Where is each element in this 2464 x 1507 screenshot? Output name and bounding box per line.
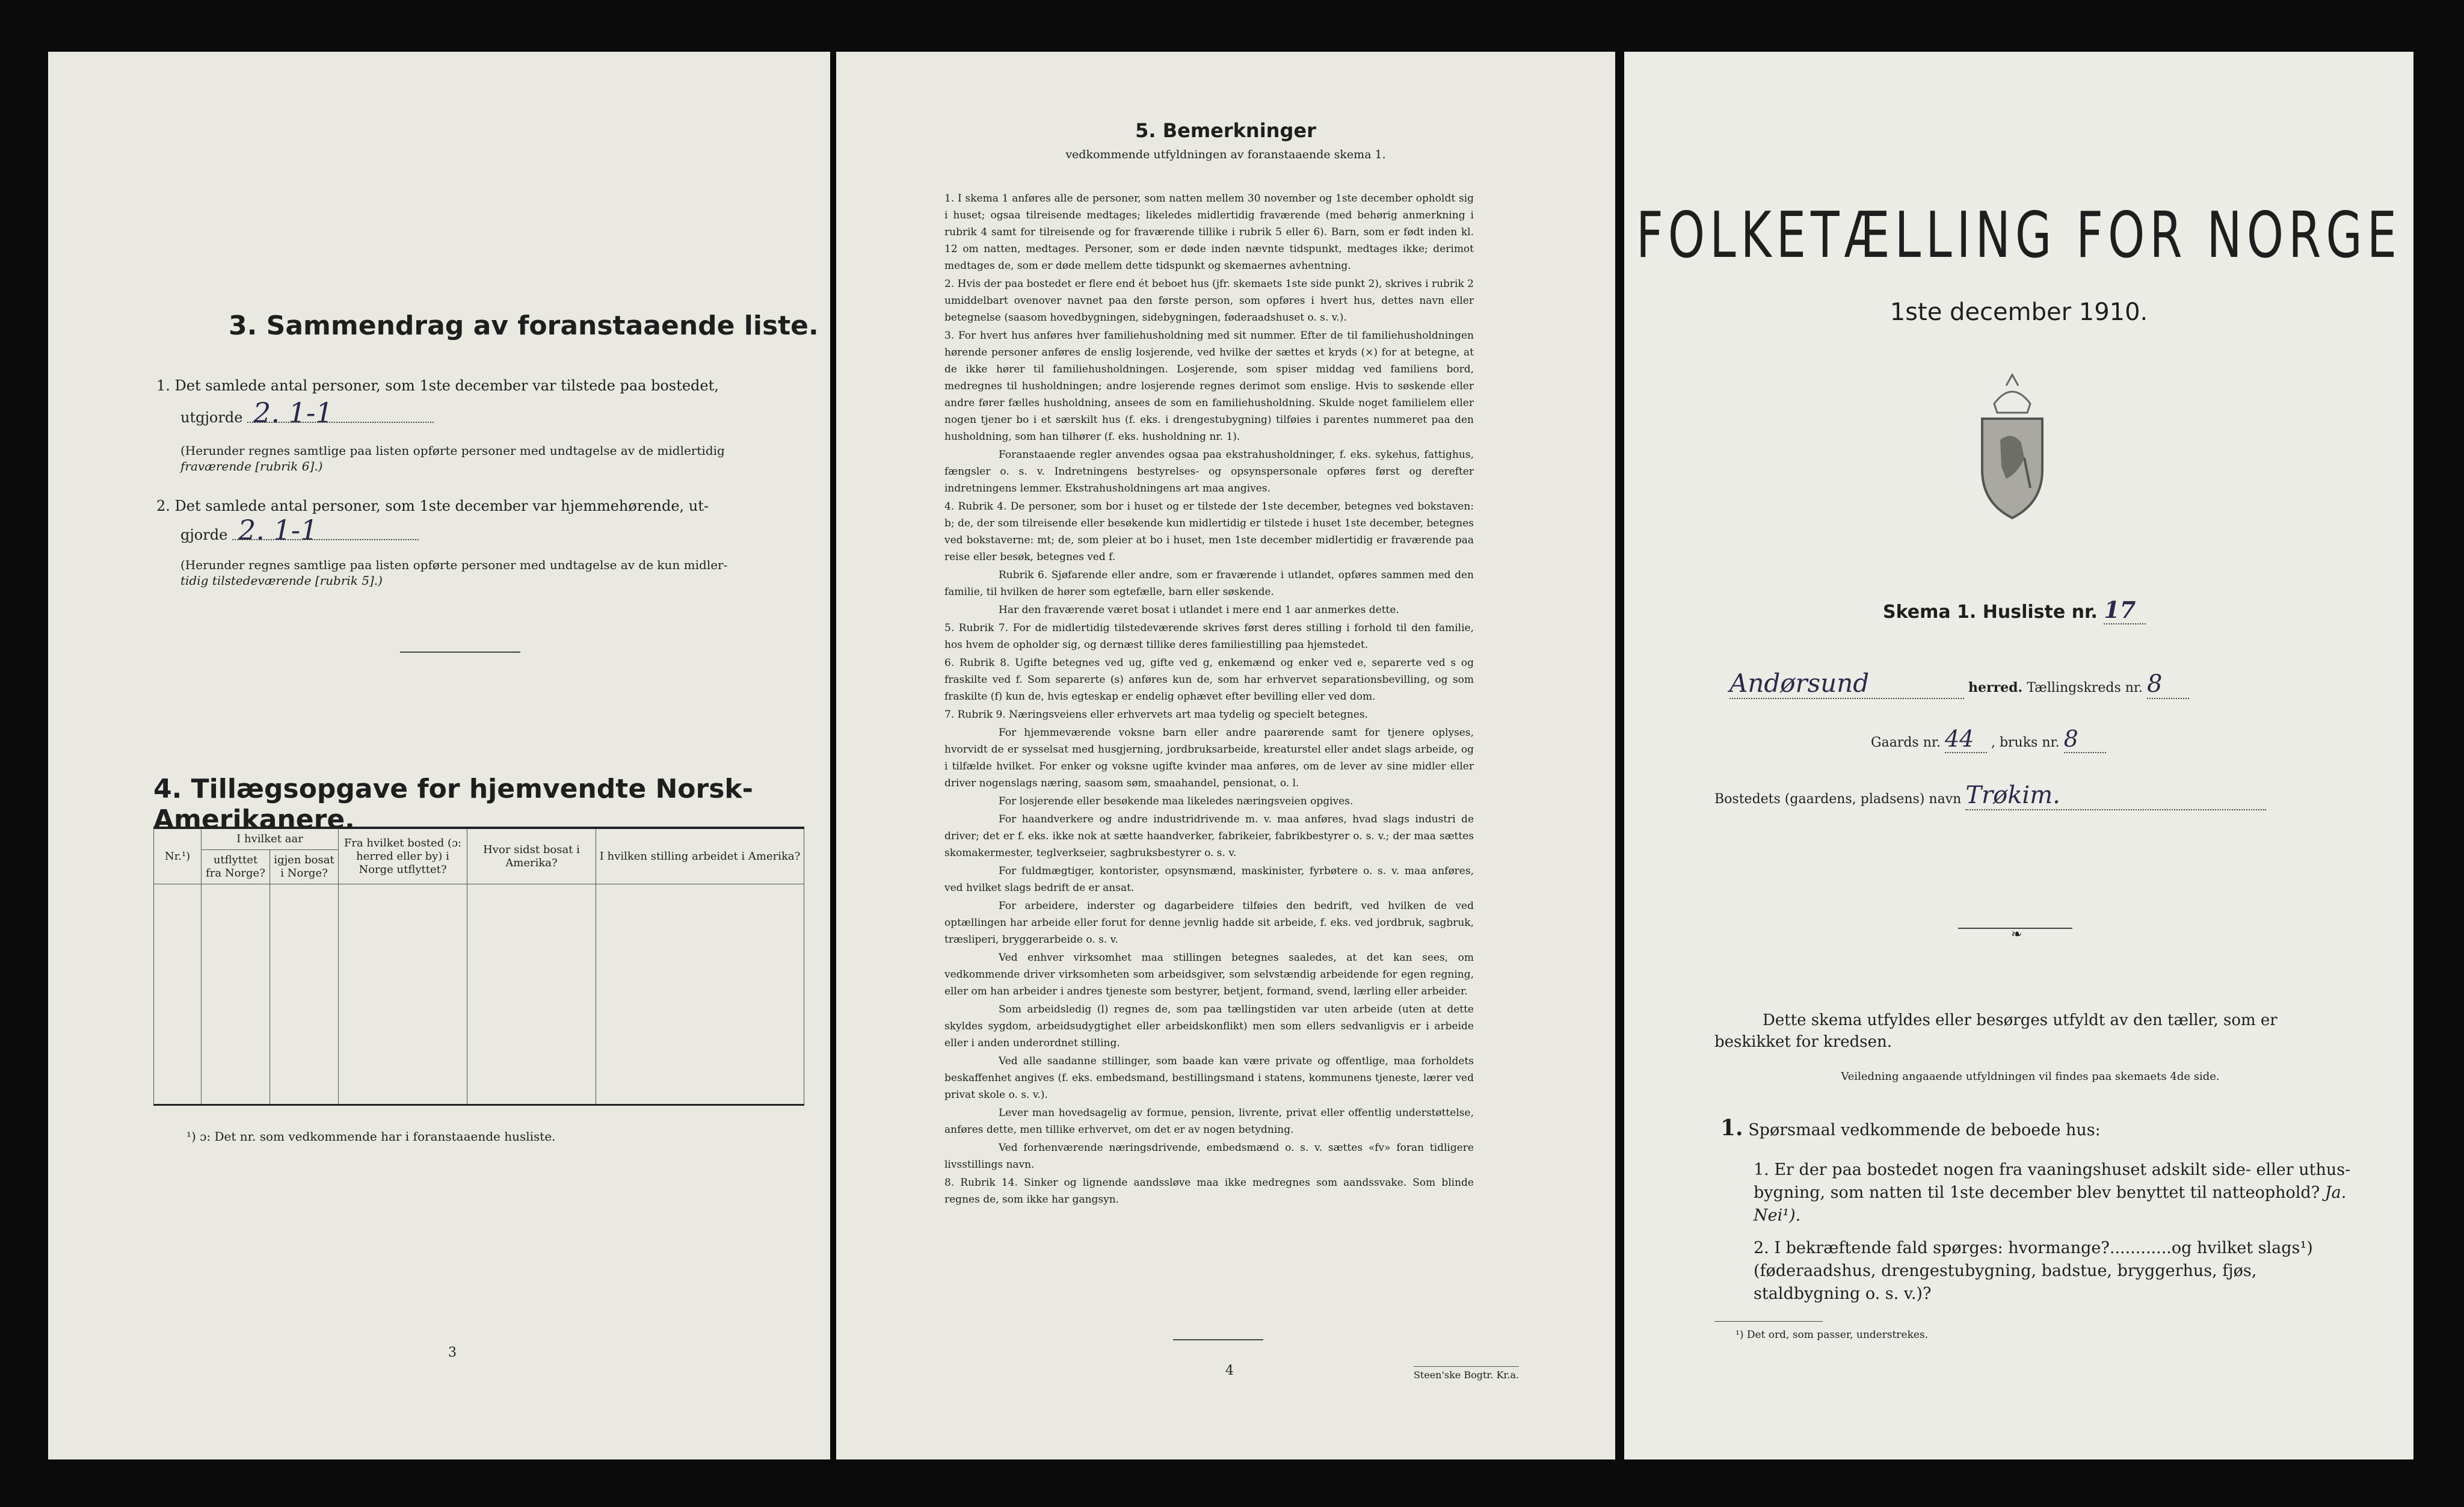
remark-paragraph: 6. Rubrik 8. Ugifte betegnes ved ug, gifte ved g, enkemænd og enker ved e, separerte ved s og fraskilte ved f. Som separerte (s) anføres kun de, som har erhvervet separationsbevilling, og som fraskilte (f) kun de, hvis egteskap er endelig ophævet efter bevilling eller ved dom. [944, 657, 1474, 703]
item-1-value: 2. 1-1 [247, 404, 434, 423]
remark-paragraph: For haandverkere og andre industridrivende m. v. maa anføres, hvad slags industri de driver; det er f. eks. ikke nok at sætte haandverker, fabrikeier, fabrikbestyrer o. s. v.; der maa sættes skomakermester, teglverkseier, sagbruksbestyrer o. s. v. [944, 813, 1474, 859]
divider [1173, 1339, 1263, 1340]
section-4-title: 4. Tillægsopgave for hjemvendte Norsk-Amerikanere. [153, 774, 753, 835]
remarks-list [944, 190, 1474, 1209]
intro-text: Dette skema utfyldes eller besørges utfyldt av den tæller, som er beskikket for kredsen. [1714, 1011, 2278, 1051]
husliste-nr: 17 [2104, 596, 2146, 624]
gaards-line [1871, 726, 2106, 753]
item-2-note-1: (Herunder regnes samtlige paa listen opførte personer med undtagelse av de kun midler- [180, 558, 728, 572]
form-title: FOLKETÆLLING FOR NORGE [1636, 199, 2402, 273]
skema-label: Skema 1. Husliste nr. [1883, 602, 2098, 623]
remark-paragraph: Rubrik 6. Sjøfarende eller andre, som er fraværende i utlandet, opføres sammen med den familie, til hvilken de hører som egtefælle, barn eller søskende. [944, 569, 1474, 598]
herred-label: herred. [1968, 680, 2023, 695]
norsk-amerikanere-table [153, 827, 804, 1106]
questions-heading-number: 1. [1720, 1115, 1743, 1141]
question-1-text: 1. Er der paa bostedet nogen fra vaaningshuset adskilt side- eller uthus-bygning, som natten til 1ste december blev benyttet til natteophold? [1754, 1160, 2351, 1202]
bosted-line [1714, 781, 2266, 810]
page-number: 3 [448, 1345, 457, 1360]
remark-paragraph: 2. Hvis der paa bostedet er flere end ét beboet hus (jfr. skemaets 1ste side punkt 2), skrives i rubrik 2 umiddelbart ovenover navnet paa den første person, som opføres i hvert hus, dettes navn eller betegnelse (saasom hovedbygningen, sidebygningen, føderaadshuset o. s. v.). [944, 278, 1474, 324]
remark-paragraph: 1. I skema 1 anføres alle de personer, som natten mellem 30 november og 1ste december opholdt sig i huset; ogsaa tilreisende medtages; likeledes midlertidig fraværende (med behørig anmerkning i rubrik 4 samt for tilreisende og for fraværende tillike i rubrik 5 eller 6). Barn, som er født inden kl. 12 om natten, medtages. Personer, som er døde inden nævnte tidspunkt, medtages ikke; derimot medtages de, som er døde mellem dette tidspunkt og skemaernes avhentning. [944, 193, 1474, 272]
printer-imprint: Steen'ske Bogtr. Kr.a. [1414, 1366, 1519, 1381]
table-row [154, 928, 804, 972]
remark-paragraph: Lever man hovedsagelig av formue, pension, livrente, privat eller offentlig understøttelse, anføres dette, men tillike erhvervet, om det er av nogen betydning. [944, 1107, 1474, 1136]
section-3-title: 3. Sammendrag av foranstaaende liste. [229, 310, 819, 341]
divider [400, 652, 520, 653]
questions-heading [1720, 1117, 2101, 1142]
remark-paragraph: Som arbeidsledig (l) regnes de, som paa tællingstiden var uten arbeide (uten at dette skyldes sygdom, arbeidsudygtighet eller arbeidskonflikt) men som ellers sedvanligvis er i arbeide eller i anden underordnet stilling. [944, 1003, 1474, 1049]
bosted-value: Trøkim. [1965, 781, 2266, 810]
remark-paragraph: 3. For hvert hus anføres hver familiehusholdning med sit nummer. Efter de til familiehusholdningen hørende personer anføres de enslig losjerende, ved hvilke der sættes et kryds (×) for at betegne, at de ikke hører til familiehusholdningen. Losjerende, som spiser middag ved familiens bord, medregnes til husholdningen; andre losjerende regnes derimot som enslige. Hvis to søskende eller andre fører fælles husholdning, ansees de som en familiehusholdning. Skulde noget familielem eller nogen tjener bo i et særskilt hus (f. eks. i drengestubygning) tilføies i parentes nummeret paa den husholdning, som han tilhører (f. eks. husholdning nr. 1). [944, 330, 1474, 443]
item-1-note-1: (Herunder regnes samtlige paa listen opførte personer med undtagelse av de midlertidig [180, 443, 725, 458]
item-2-value: 2. 1-1 [232, 521, 419, 540]
gjorde-label: gjorde [180, 526, 228, 543]
remark-paragraph: Har den fraværende været bosat i utlandet i mere end 1 aar anmerkes dette. [999, 604, 1399, 616]
page-number: 4 [1225, 1363, 1234, 1378]
question-1 [1754, 1159, 2355, 1227]
item-2-note-2: tidig tilstedeværende [rubrik 5].) [180, 573, 383, 588]
remark-paragraph: For arbeidere, inderster og dagarbeidere tilføies den bedrift, ved hvilken de ved optællingen har arbeide eller forut for denne jevnlig hadde sit arbeide, f. eks. ved jordbruk, sagbruk, træsliperi, bryggerarbeide o. s. v. [944, 900, 1474, 946]
item-1-text: 1. Det samlede antal personer, som 1ste december var tilstede paa bostedet, [156, 377, 719, 394]
census-date: 1ste december 1910. [1890, 298, 2148, 326]
page-4 [836, 52, 1615, 1459]
kreds-label: Tællingskreds nr. [2027, 680, 2143, 695]
remark-paragraph: 4. Rubrik 4. De personer, som bor i huset og er tilstede der 1ste december, betegnes ved bokstaven: b; de, der som tilreisende eller besøkende kun midlertidig er tilstede i huset 1ste december, betegnes ved bokstaverne: mt; de, som pleier at bo i huset, men 1ste december midlertidig er fraværende paa reise eller besøk, betegnes ved f. [944, 501, 1474, 563]
intro-note: Veiledning angaaende utfyldningen vil findes paa skemaets 4de side. [1841, 1070, 2220, 1083]
skema-line [1883, 596, 2146, 624]
remarks-subtitle: vedkommende utfyldningen av foranstaaende skema 1. [1065, 148, 1386, 161]
divider [1714, 1321, 1823, 1322]
table-row [154, 1016, 804, 1060]
remark-paragraph: Ved enhver virksomhet maa stillingen betegnes saaledes, at det kan sees, om vedkommende driver virksomheten som arbeidsgiver, som selvstændig arbeidende for egen regning, eller om han arbeider i andres tjeneste som bestyrer, betjent, formand, svend, lærling eller arbeider. [944, 952, 1474, 997]
col-fra: Fra hvilket bosted (ɔ: herred eller by) i Norge utflyttet? [339, 828, 467, 884]
table-row [154, 1060, 804, 1105]
remark-paragraph: For hjemmeværende voksne barn eller andre paarørende samt for tjenere oplyses, hvorvidt de er sysselsat med husgjerning, jordbruksarbeide, kreaturstel eller andet slags arbeide, og i tilfælde hvilket. For enker og voksne ugifte kvinder maa anføres, om de lever av sine midler eller driver nogenslags næring, saasom søm, smaahandel, pensionat, o. l. [944, 727, 1474, 789]
remark-paragraph: Ved forhenværende næringsdrivende, embedsmænd o. s. v. sættes «fv» foran tidligere livsstillings navn. [944, 1142, 1474, 1171]
remark-paragraph: For losjerende eller besøkende maa likeledes næringsveien opgives. [999, 795, 1354, 807]
page-3 [48, 52, 830, 1459]
remark-paragraph: Foranstaaende regler anvendes ogsaa paa ekstrahusholdninger, f. eks. sykehus, fattighus, fængsler o. s. v. Indretningens bestyrelses- og opsynspersonale opføres først og derefter indretningens lemmer. Ekstrahusholdningens art maa angives. [944, 449, 1474, 495]
item-2-text: 2. Det samlede antal personer, som 1ste december var hjemmehørende, ut- [156, 498, 709, 514]
remark-paragraph: For fuldmægtiger, kontorister, opsynsmænd, maskinister, fyrbøtere o. s. v. maa anføres, ved hvilket slags bedrift de er ansat. [944, 865, 1474, 894]
item-1-note-2: fraværende [rubrik 6].) [180, 459, 323, 473]
remark-paragraph: 7. Rubrik 9. Næringsveiens eller erhvervets art maa tydelig og specielt betegnes. [944, 709, 1368, 721]
utgjorde-label: utgjorde [180, 409, 243, 426]
table-footnote: ¹) ɔ: Det nr. som vedkommende har i foranstaaende husliste. [186, 1129, 556, 1144]
footnote: ¹) Det ord, som passer, understrekes. [1736, 1329, 1929, 1341]
col-igjen: igjen bosat i Norge? [270, 850, 339, 884]
ornament-icon: ❧ [2011, 927, 2022, 942]
coat-of-arms-icon [1958, 368, 2066, 524]
bruks-label: , bruks nr. [1991, 735, 2060, 750]
remark-paragraph: 5. Rubrik 7. For de midlertidig tilstedeværende skrives først deres stilling i forhold til den familie, hos hvem de opholder sig, og dernæst tillike deres familiestilling paa hjemstedet. [944, 622, 1474, 651]
col-hvor: Hvor sidst bosat i Amerika? [467, 828, 596, 884]
gaards-value: 44 [1945, 726, 1987, 753]
bruks-value: 8 [2064, 726, 2106, 753]
col-utflyttet: utflyttet fra Norge? [202, 850, 270, 884]
herred-line [1729, 668, 2189, 699]
page-1 [1624, 52, 2413, 1459]
col-nr: Nr.¹) [154, 828, 202, 884]
question-1-answer: Ja. Nei¹). [1754, 1183, 2347, 1225]
questions-heading-text: Spørsmaal vedkommende de beboede hus: [1748, 1121, 2101, 1139]
kreds-value: 8 [2147, 670, 2189, 699]
bosted-label: Bostedets (gaardens, pladsens) navn [1714, 792, 1962, 807]
col-stilling: I hvilken stilling arbeidet i Amerika? [596, 828, 804, 884]
herred-value: Andørsund [1729, 668, 1964, 699]
remark-paragraph: 8. Rubrik 14. Sinker og lignende aandssløve maa ikke medregnes som aandssvake. Som blinde regnes de, som ikke har gangsyn. [944, 1177, 1474, 1206]
question-2: 2. I bekræftende fald spørges: hvormange?............og hvilket slags¹) (føderaadshus, drengestubygning, badstue, bryggerhus, fjøs, staldbygning o. s. v.)? [1754, 1239, 2313, 1303]
remarks-title: 5. Bemerkninger [1135, 119, 1316, 142]
gaards-label: Gaards nr. [1871, 735, 1941, 750]
remark-paragraph: Ved alle saadanne stillinger, som baade kan være private og offentlige, maa forholdets beskaffenhet angives (f. eks. embedsmand, bestillingsmand i statens, kommunens tjeneste, lærer ved privat skole o. s. v.). [944, 1055, 1474, 1101]
table-row [154, 884, 804, 929]
item-1-utgjorde [180, 396, 434, 429]
col-group-aar: I hvilket aar [202, 828, 339, 850]
table-row [154, 972, 804, 1016]
item-2-utgjorde [180, 514, 419, 546]
